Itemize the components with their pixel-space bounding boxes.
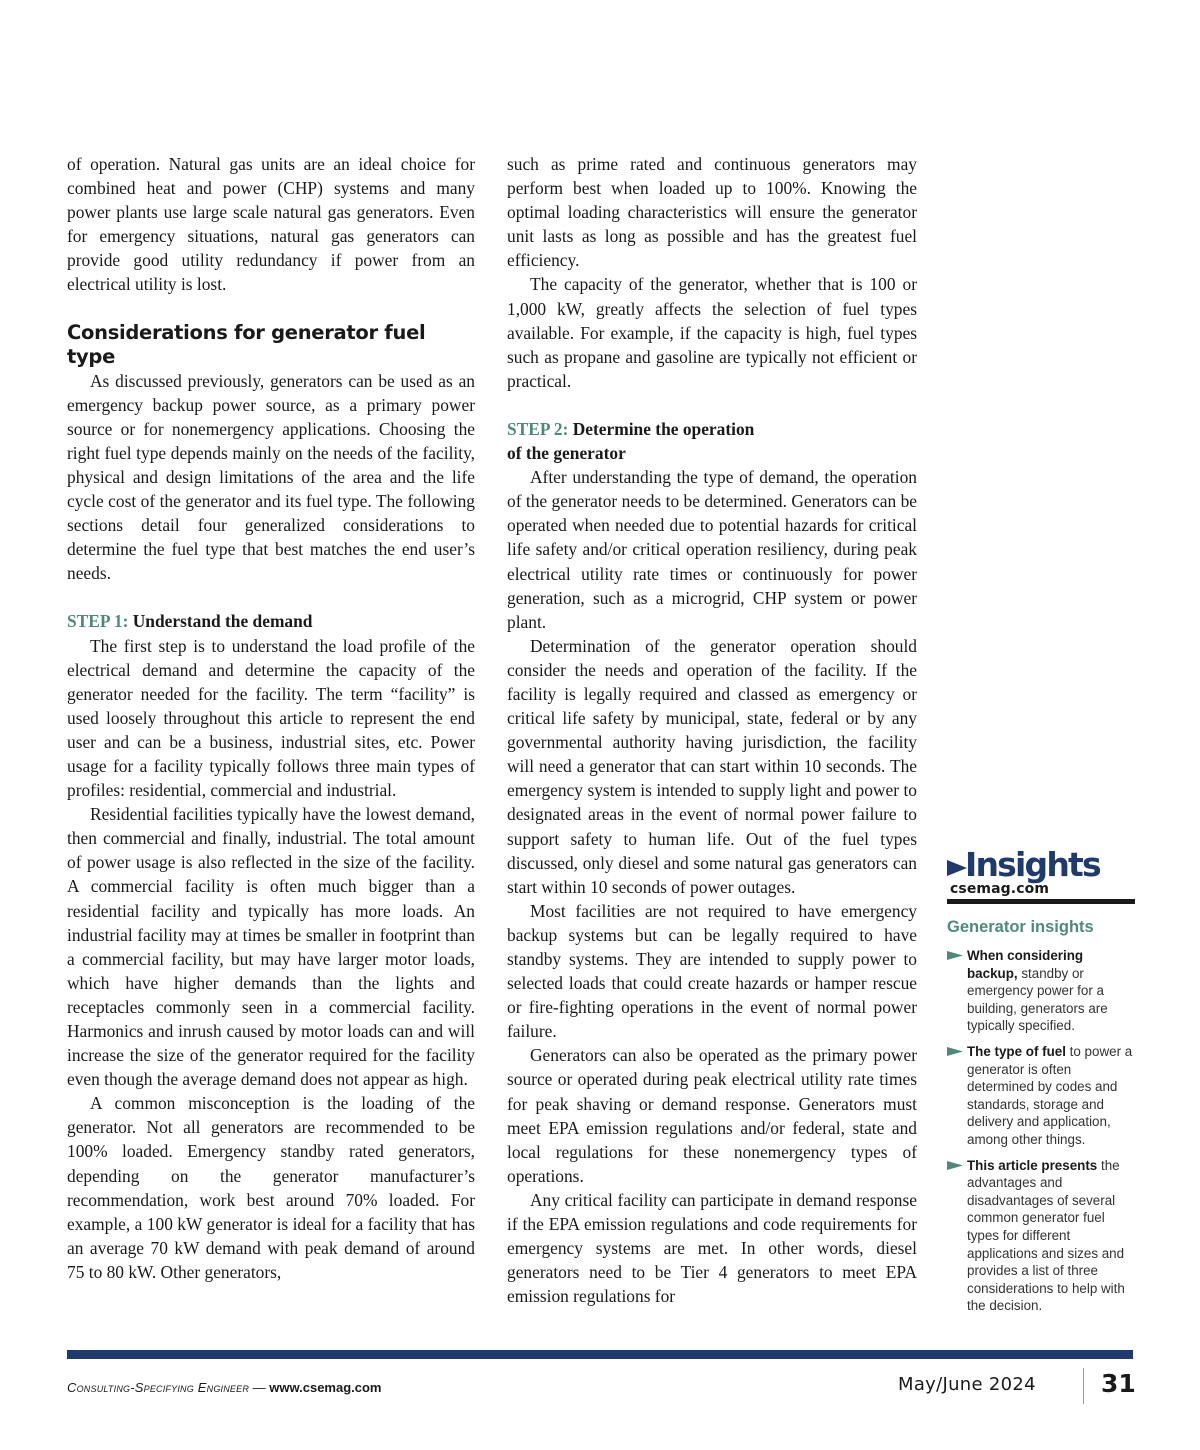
bullet-text: standby or emergency power for a building, generators are typically specified. [967, 965, 1108, 1034]
paragraph: As discussed previously, generators can be used as an emergency backup power source, as a primary power source or for nonemergency applications. Choosing the right fuel type depends mainly on the needs of the facility, physical and design limitations of the area and the life cycle cost of the generator and its fuel type. The following sections detail four generalized considerations to determine the fuel type that best matches the end user’s needs. [67, 370, 475, 584]
website-link[interactable]: www.csemag.com [269, 1380, 382, 1395]
bullet-lead: The type of fuel [967, 1043, 1066, 1059]
arrow-bullet-icon [947, 1161, 963, 1170]
paragraph: The capacity of the generator, whether that is 100 or 1,000 kW, greatly affects the selection of fuel types available. For example, if the capacity is high, fuel types such as propane and gasoline are typically not efficient or practical. [507, 274, 917, 391]
list-item [947, 1157, 1135, 1315]
step-heading [67, 609, 475, 633]
list-item [947, 1043, 1135, 1149]
insights-sidebar [947, 845, 1135, 1323]
footer-publication [67, 1380, 382, 1395]
issue-date: May/June 2024 [898, 1374, 1036, 1395]
paragraph: Most facilities are not required to have emergency backup systems but can be legally required to have standby systems. They are intended to supply power to selected loads that could create hazards or hamper rescue or fire-fighting operations in the event of normal power failure. [507, 900, 917, 1042]
sidebar-title: Generator insights [947, 918, 1094, 936]
bullet-lead: When considering backup, [967, 948, 1084, 981]
list-item [947, 947, 1135, 1035]
paragraph: After understanding the type of demand, the operation of the generator needs to be determined. Generators can be operated when needed due to potential hazards for critical life safety and/or critical operation resiliency, during peak electrical utility rate times or continuously for power generation, such as a microgrid, CHP system or power plant. [507, 467, 917, 632]
paragraph: such as prime rated and continuous generators may perform best when loaded up to 100%. Knowing the optimal loading characteristics will ensure the generator unit lasts as long as possible and has the greatest fuel efficiency. [507, 154, 917, 271]
step-title: Understand the demand [132, 611, 313, 632]
page-number: 31 [1101, 1369, 1136, 1398]
step-heading [507, 417, 917, 465]
bullet-text: to power a generator is often determined by codes and standards, storage and delivery and application, among other things. [967, 1043, 1133, 1147]
step-title-continued: of the generator [507, 443, 626, 464]
footer-separator: — [249, 1380, 270, 1395]
publication-name: Consulting-Specifying Engineer [67, 1380, 250, 1395]
insights-logo [947, 845, 1135, 900]
step-number: STEP 2: [507, 418, 569, 439]
logo-wordmark: Insights [965, 845, 1100, 884]
arrow-icon [947, 860, 967, 876]
arrow-bullet-icon [947, 951, 963, 960]
bullet-text: the advantages and disadvantages of several common generator fuel types for different applications and sizes and provides a list of three considerations to help with the decision. [967, 1157, 1125, 1314]
article-column-middle [507, 152, 917, 1308]
paragraph: A common misconception is the loading of the generator. Not all generators are recommended to be 100% loaded. Emergency standby rated generators, depending on the generator manufacturer’s recommendation, work best around 70% loaded. For example, a 100 kW generator is ideal for a facility that has an average 70 kW demand with peak demand of around 75 to 80 kW. Other generators, [67, 1093, 475, 1282]
footer-rule [67, 1350, 1133, 1359]
paragraph: Any critical facility can participate in demand response if the EPA emission regulations and code requirements for emergency systems are met. In other words, diesel generators need to be Tier 4 generators to meet EPA emission regulations for [507, 1189, 917, 1307]
bullet-lead: This article presents [967, 1157, 1098, 1173]
logo-url: csemag.com [950, 881, 1050, 897]
paragraph: Residential facilities typically have the lowest demand, then commercial and finally, industrial. The total amount of power usage is also reflected in the size of the facility. A commercial facility is often much bigger than a residential facility and typically has more loads. An industrial facility may at times be smaller in footprint than a commercial facility, but may have larger motor loads, which have higher demands than the lights and receptacles commonly seen in a commercial facility. Harmonics and inrush caused by motor loads can and will increase the size of the generator required for the facility even though the average demand does not appear as high. [67, 804, 475, 1090]
paragraph: of operation. Natural gas units are an ideal choice for combined heat and power (CHP) systems and many power plants use large scale natural gas generators. Even for emergency situations, natural gas generators can provide good utility redundancy if power from an electrical utility is lost. [67, 154, 475, 295]
paragraph: Generators can also be operated as the primary power source or operated during peak electrical utility rate times for peak shaving or demand response. Generators must meet EPA emission regulations and/or federal, state and local regulations for these nonemergency types of operations. [507, 1045, 917, 1186]
step-title: Determine the operation [572, 418, 755, 439]
article-column-left [67, 152, 475, 1284]
paragraph: The first step is to understand the load profile of the electrical demand and determine the capacity of the generator needed for the facility. The term “facility” is used loosely throughout this article to represent the end user and can be a business, industrial sites, etc. Power usage for a facility typically follows three main types of profiles: residential, commercial and industrial. [67, 635, 475, 801]
arrow-bullet-icon [947, 1047, 963, 1056]
footer-divider [1083, 1368, 1084, 1404]
step-number: STEP 1: [67, 611, 129, 632]
section-heading: Considerations for generator fuel type [67, 320, 426, 368]
paragraph: Determination of the generator operation should consider the needs and operation of the facility. If the facility is legally required and classed as emergency or critical life safety by municipal, state, federal or by any governmental authority having jurisdiction, the facility will need a generator that can start within 10 seconds. The emergency system is intended to supply light and power to designated areas in the event of normal power failure to support safety to human life. Out of the fuel types discussed, only diesel and some natural gas generators can start within 10 seconds of power outages. [507, 635, 917, 897]
